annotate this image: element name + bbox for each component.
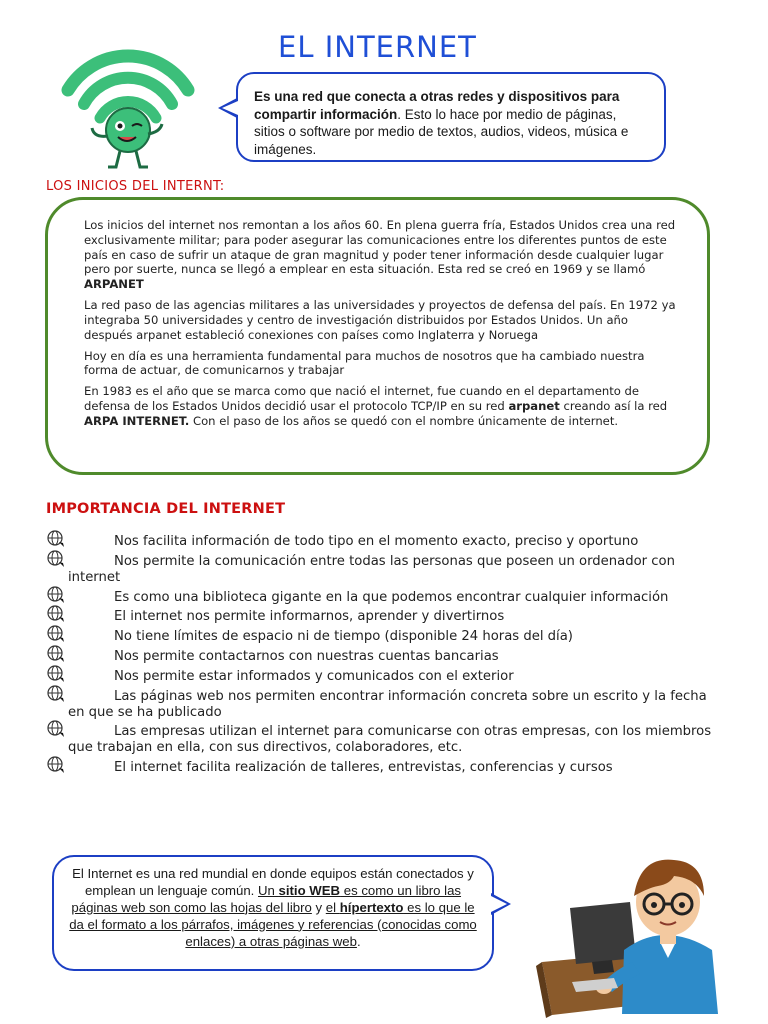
list-item	[46, 724, 726, 756]
speech-bubble-tail-inner	[491, 896, 507, 912]
globe-icon	[46, 529, 66, 549]
inicios-p4-a: En 1983 es el año que se marca como que nació el internet, fue cuando en el departamento de defensa de los Estados Unidos decidió usar el protocolo TCP/IP en su red	[84, 384, 640, 414]
sitio-web-bold: sitio WEB	[278, 882, 341, 898]
inicios-p4-c: creando así la red	[559, 399, 668, 414]
globe-icon	[46, 624, 66, 644]
inicios-p1-text: Los inicios del internet nos remontan a los años 60. En plena guerra fría, Estados Unidos crea una red exclusivamente militar; para poder asegurar las comunicaciones entre los diferentes puntos de este país en caso de sufrir un ataque de gran magnitud y poder tener información desde cualquier lugar pero por suerte, nunca se llegó a emplear en esta situación. Esta red se creó en 1969 y se llamó	[84, 218, 676, 277]
list-item-text: Las empresas utilizan el internet para comunicarse con otras empresas, con los miembros que trabajan en ella, con sus directivos, colaboradores, etc.	[68, 724, 712, 756]
globe-icon	[46, 664, 66, 684]
inicios-paragraph-3: Hoy en día es una herramienta fundamental para muchos de nosotros que ha cambiado nuestra forma de actuar, de comunicarnos y trabajar	[84, 348, 645, 378]
inicios-box	[45, 197, 710, 475]
intro-speech-bubble	[236, 72, 666, 162]
globe-icon	[46, 719, 66, 739]
inicios-heading: LOS INICIOS DEL INTERNT:	[46, 179, 225, 194]
list-item	[46, 760, 726, 776]
globe-icon	[46, 585, 66, 605]
intro-text: . Esto lo hace por medio de páginas, sitios o software por medio de textos, audios, videos, música e imágenes.	[254, 106, 629, 157]
inicios-paragraph-2: La red paso de las agencias militares a las universidades y proyectos de defensa del país. En 1972 ya integraba 50 universidades y centro de investigación distribuidos por Estados Unidos. Un año después arpanet estableció conexiones con países como Inglaterra y Noruega	[84, 298, 676, 342]
definition-text-1: El Internet es una red mundial en donde equipos están conectados y emplean un lenguaje común.	[72, 866, 474, 898]
list-item	[46, 534, 726, 550]
definition-text-8: es lo que le da el formato a los párrafos, imágenes y referencias (conocidas como enlaces) a otras páginas web	[69, 899, 477, 949]
wifi-mascot-icon	[58, 38, 198, 173]
list-item-text: No tiene límites de espacio ni de tiempo (disponible 24 horas del día)	[114, 629, 573, 645]
definition-text-5: y	[311, 899, 326, 915]
speech-bubble-tail-inner	[222, 101, 238, 115]
person-at-computer-icon	[532, 850, 742, 1020]
page-title: EL INTERNET	[278, 30, 477, 64]
list-item-text: Es como una biblioteca gigante en la que podemos encontrar cualquier información	[114, 589, 669, 605]
definition-text-2: Un	[258, 882, 279, 898]
list-item-text: Nos permite contactarnos con nuestras cuentas bancarias	[114, 649, 499, 665]
definition-text-9: .	[356, 933, 361, 949]
definition-speech-bubble	[52, 855, 494, 971]
list-item-text: Nos permite estar informados y comunicados con el exterior	[114, 668, 514, 684]
inicios-p4-d: Con el paso de los años se quedó con el nombre únicamente de internet.	[189, 413, 619, 428]
list-item-text: Nos facilita información de todo tipo en el momento exacto, preciso y oportuno	[114, 534, 639, 549]
arpanet-bold: ARPANET	[84, 277, 144, 292]
globe-icon	[46, 755, 66, 775]
globe-icon	[46, 644, 66, 664]
intro-bold-text: Es una red que conecta a otras redes y dispositivos para compartir información	[254, 89, 620, 122]
list-item	[46, 629, 726, 645]
inicios-p4-bold-1: arpanet	[508, 399, 560, 414]
globe-icon	[46, 604, 66, 624]
importancia-list	[46, 534, 726, 780]
list-item	[46, 689, 726, 721]
definition-text-4: es como un libro las páginas web son como las hojas del libro	[71, 882, 462, 915]
list-item-text: El internet nos permite informarnos, aprender y divertirnos	[114, 609, 505, 625]
inicios-paragraph-4	[84, 384, 677, 428]
list-item-text: Las páginas web nos permiten encontrar información concreta sobre un escrito y la fecha en que se ha publicado	[68, 688, 707, 720]
inicios-paragraph-1	[84, 218, 677, 292]
definition-text-6: el	[325, 899, 340, 915]
list-item	[46, 609, 726, 625]
hipertexto-bold: hípertexto	[339, 899, 404, 915]
importancia-heading: IMPORTANCIA DEL INTERNET	[46, 501, 286, 517]
list-item	[46, 649, 726, 665]
list-item-text: Nos permite la comunicación entre todas las personas que poseen un ordenador con internet	[68, 553, 675, 585]
globe-icon	[46, 549, 66, 569]
list-item	[46, 554, 726, 586]
list-item	[46, 590, 726, 606]
list-item-text: El internet facilita realización de talleres, entrevistas, conferencias y cursos	[114, 760, 613, 776]
list-item	[46, 669, 726, 685]
inicios-p4-bold-2: ARPA INTERNET.	[84, 413, 190, 428]
globe-icon	[46, 684, 66, 704]
